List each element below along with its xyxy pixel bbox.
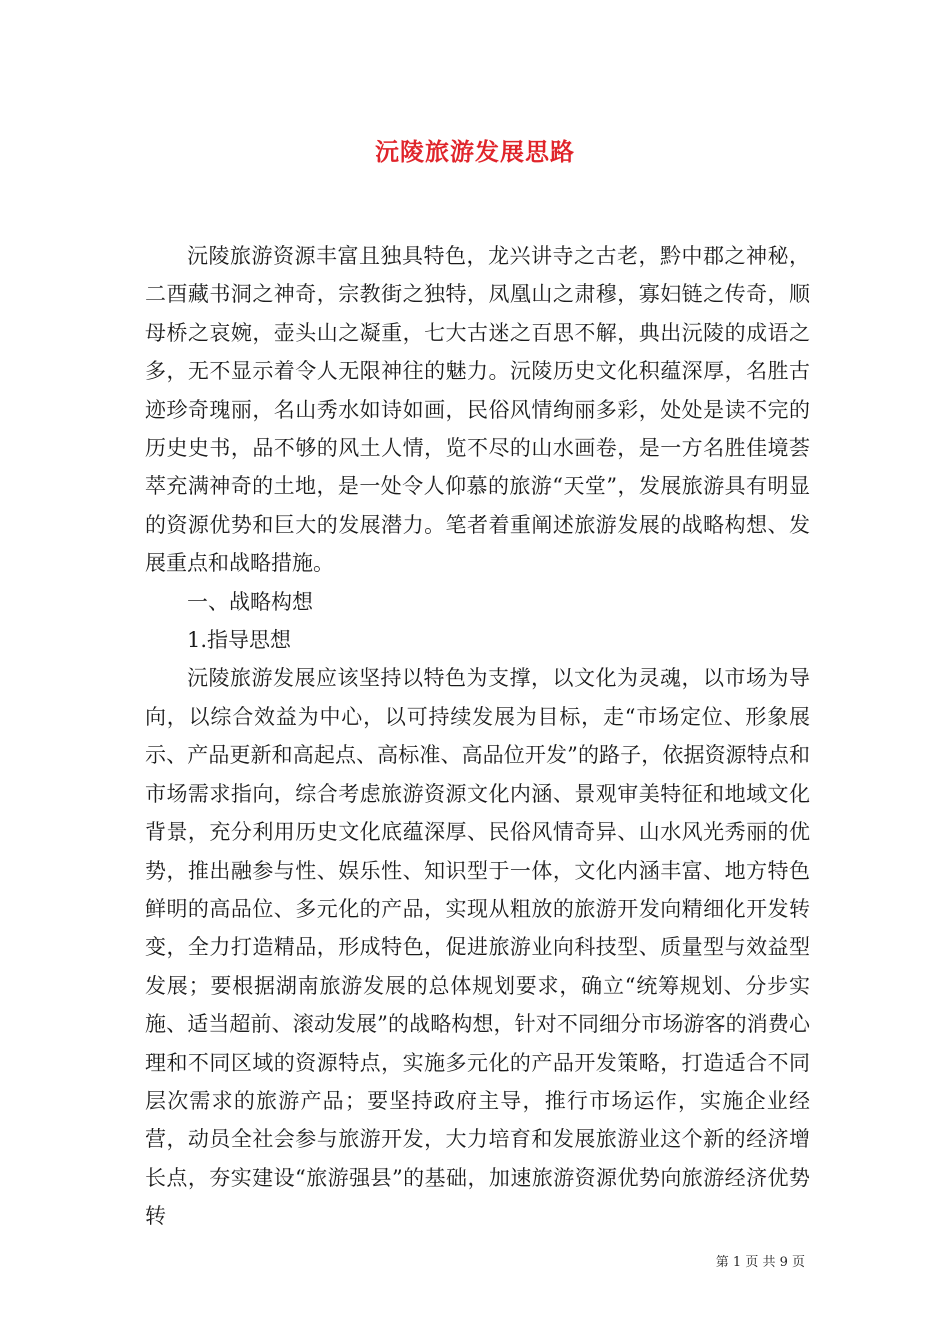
document-title: 沅陵旅游发展思路 [375, 137, 575, 166]
document-body [145, 237, 810, 1236]
paragraph-intro: 沅陵旅游资源丰富且独具特色，龙兴讲寺之古老，黔中郡之神秘，二酉藏书洞之神奇，宗教街之独特，凤凰山之肃穆，寡妇链之传奇，顺母桥之哀婉，壶头山之凝重，七大古迷之百思不解，典出沅陵的成语之多，无不显示着令人无限神往的魅力。沅陵历史文化积蕴深厚，名胜古迹珍奇瑰丽，名山秀水如诗如画，民俗风情绚丽多彩，处处是读不完的历史史书，品不够的风土人情，览不尽的山水画卷，是一方名胜佳境荟萃充满神奇的土地，是一处令人仰慕的旅游“天堂”，发展旅游具有明显的资源优势和巨大的发展潜力。笔者着重阐述旅游发展的战略构想、发展重点和战略措施。 [145, 244, 810, 576]
paragraph-guiding-thought: 沅陵旅游发展应该坚持以特色为支撑，以文化为灵魂，以市场为导向，以综合效益为中心，以可持续发展为目标，走“市场定位、形象展示、产品更新和高起点、高标准、高品位开发”的路子，依据资源特点和市场需求指向，综合考虑旅游资源文化内涵、景观审美特征和地域文化背景，充分利用历史文化底蕴深厚、民俗风情奇异、山水风光秀丽的优势，推出融参与性、娱乐性、知识型于一体，文化内涵丰富、地方特色鲜明的高品位、多元化的产品，实现从粗放的旅游开发向精细化开发转变，全力打造精品，形成特色，促进旅游业向科技型、质量型与效益型发展；要根据湖南旅游发展的总体规划要求，确立“统筹规划、分步实施、适当超前、滚动发展”的战略构想，针对不同细分市场游客的消费心理和不同区域的资源特点，实施多元化的产品开发策略，打造适合不同层次需求的旅游产品；要坚持政府主导，推行市场运作，实施企业经营，动员全社会参与旅游开发，大力培育和发展旅游业这个新的经济增长点，夯实建设“旅游强县”的基础，加速旅游资源优势向旅游经济优势转 [145, 666, 810, 1229]
subsection-heading-guiding-thought: 1.指导思想 [187, 628, 292, 653]
page-number-footer: 第 1 页 共 9 页 [715, 1255, 805, 1270]
section-heading-strategy: 一、战略构想 [187, 589, 313, 614]
